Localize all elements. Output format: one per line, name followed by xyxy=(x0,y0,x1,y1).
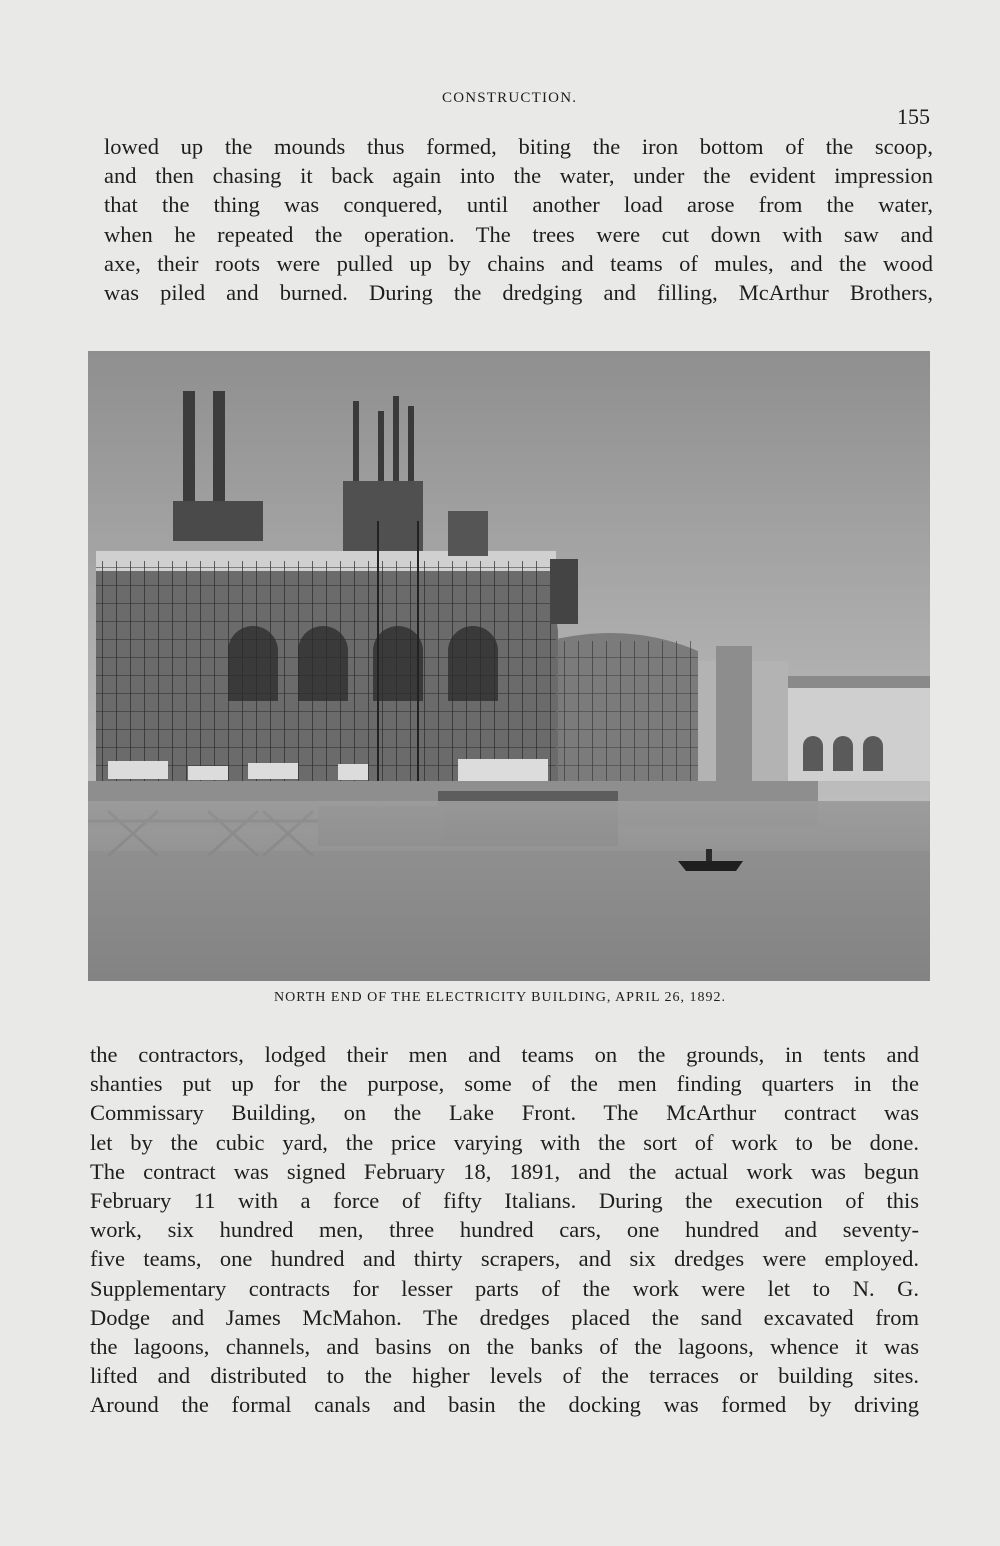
text-line: Around the formal canals and basin the docking was formed by driving xyxy=(90,1392,919,1418)
text-line: February 11 with a force of fifty Italians. During the execution of this xyxy=(90,1188,919,1214)
text-line: when he repeated the operation. The trees were cut down with saw and xyxy=(104,221,933,247)
page-header xyxy=(0,90,1000,129)
text-line: let by the cubic yard, the price varying with the sort of work to be done. xyxy=(90,1129,919,1155)
text-line: Commissary Building, on the Lake Front. The McArthur contract was xyxy=(90,1100,919,1126)
text-line: Supplementary contracts for lesser parts of the work were let to N. G. xyxy=(90,1275,919,1301)
text-line: work, six hundred men, three hundred cars, one hundred and seventy- xyxy=(90,1217,919,1243)
text-line: lowed up the mounds thus formed, biting the iron bottom of the scoop, xyxy=(104,134,933,159)
running-head: CONSTRUCTION. xyxy=(442,90,578,106)
paragraph-bottom xyxy=(90,1040,919,1420)
figure-caption: NORTH END OF THE ELECTRICITY BUILDING, APRIL 26, 1892. xyxy=(273,990,726,1005)
text-line: was piled and burned. During the dredging and filling, McArthur Brothers, xyxy=(104,280,933,306)
photograph-plate xyxy=(88,351,930,981)
text-line: that the thing was conquered, until another load arose from the water, xyxy=(104,192,933,218)
text-line: five teams, one hundred and thirty scrapers, and six dredges were employed. xyxy=(90,1246,919,1272)
paragraph-top xyxy=(104,132,933,312)
text-line: and then chasing it back again into the water, under the evident impression xyxy=(104,163,933,189)
text-line: shanties put up for the purpose, some of the men finding quarters in the xyxy=(90,1071,919,1097)
text-line: The contract was signed February 18, 1891, and the actual work was begun xyxy=(90,1158,919,1184)
text-line: axe, their roots were pulled up by chains and teams of mules, and the wood xyxy=(104,250,933,276)
electricity-building-photo xyxy=(88,351,930,981)
text-line: the lagoons, channels, and basins on the banks of the lagoons, whence it was xyxy=(90,1334,919,1360)
text-line: lifted and distributed to the higher levels of the terraces or building sites. xyxy=(90,1363,919,1389)
page-number: 155 xyxy=(897,104,930,129)
text-line: Dodge and James McMahon. The dredges placed the sand excavated from xyxy=(90,1304,919,1330)
text-line: the contractors, lodged their men and teams on the grounds, in tents and xyxy=(90,1042,919,1067)
